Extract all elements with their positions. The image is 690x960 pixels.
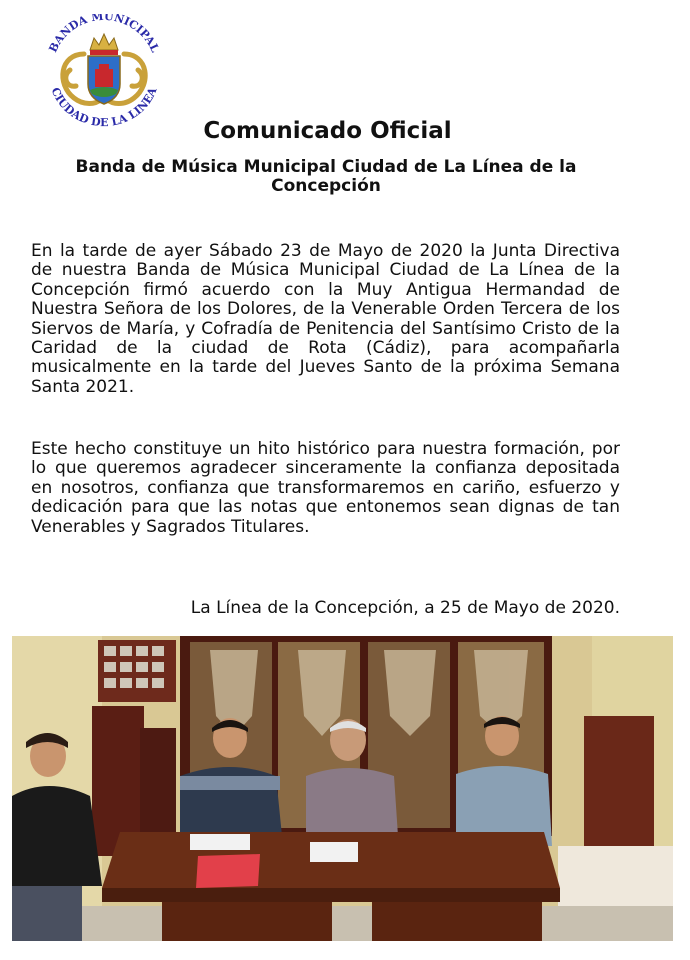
paragraph-gratitude: Este hecho constituye un hito histórico para nuestra formación, por lo que queremos agradecer sinceramente la confianza depositada en nosotros, confianza que transformaremos en cariño, esfuerzo y dedicación para que las notas que entonemos sean dignas de tan Venerables y Sagrados Titulares. (31, 439, 620, 537)
wall-frames (98, 640, 176, 702)
logo-bottom-text: CIUDAD DE LA LINEA (48, 85, 160, 130)
signing-photo (12, 636, 673, 941)
signing-table (102, 832, 560, 941)
logo-top-text: BANDA MUNICIPAL (46, 14, 162, 55)
shield-icon (88, 56, 120, 104)
document-title: Comunicado Oficial (203, 118, 452, 144)
signoff-date: La Línea de la Concepción, a 25 de Mayo de 2020. (190, 598, 620, 618)
crown-icon (90, 34, 118, 55)
document-subtitle: Banda de Música Municipal Ciudad de La Línea de la Concepción (75, 157, 577, 196)
paragraph-agreement: En la tarde de ayer Sábado 23 de Mayo de 2020 la Junta Directiva de nuestra Banda de Música Municipal Ciudad de La Línea de la Concepción firmó acuerdo con la Muy Antigua Hermandad de Nuestra Señora de los Dolores, de la Venerable Orden Tercera de los Siervos de María, y Cofradía de Penitencia del Santísimo Cristo de la Caridad de la ciudad de Rota (Cádiz), para acompañarla musicalmente en la tarde del Jueves Santo de la próxima Semana Santa 2021. (31, 241, 620, 397)
